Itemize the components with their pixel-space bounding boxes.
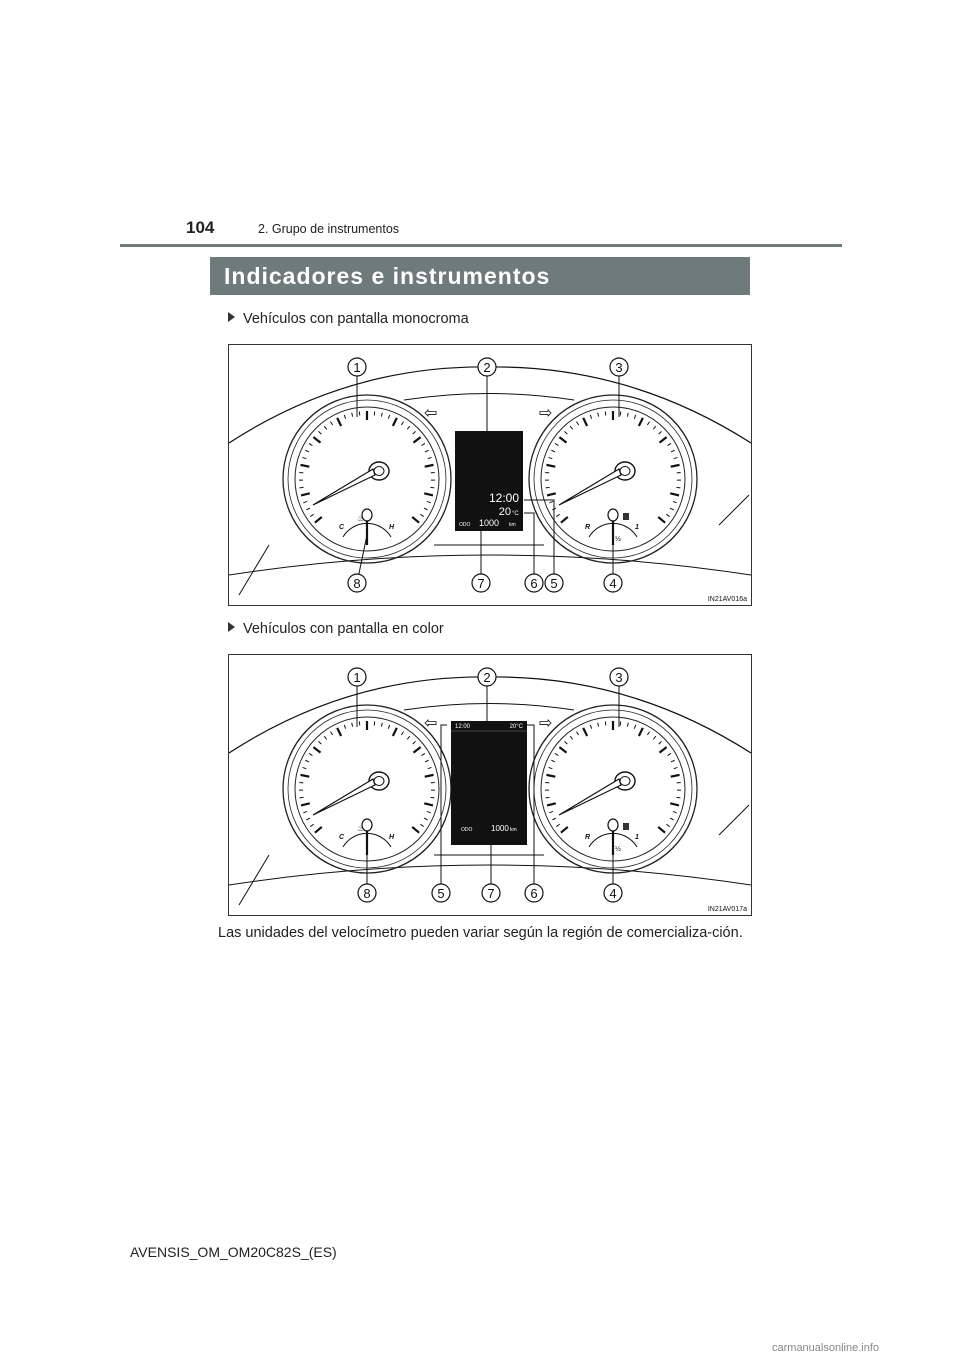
turn-right-arrow-icon: ⇨ xyxy=(539,405,553,422)
triangle-bullet-icon xyxy=(228,312,235,322)
dash-line xyxy=(719,805,749,835)
callout-number: 3 xyxy=(615,360,623,375)
image-code: IN21AV016a xyxy=(707,596,747,603)
variant-label-color xyxy=(228,621,444,637)
callout-number: 1 xyxy=(353,670,361,685)
callout-number: 7 xyxy=(487,886,495,901)
gauge-tick xyxy=(546,797,550,798)
turn-left-arrow-icon: ⇦ xyxy=(424,405,438,422)
callout-number: 5 xyxy=(437,886,445,901)
gauge-label-c: C xyxy=(339,834,345,841)
header-rule xyxy=(120,244,842,247)
display-odo-label: ODO xyxy=(459,522,471,528)
gauge-label-h: H xyxy=(389,524,395,531)
gauge-tick xyxy=(546,487,550,488)
heading-banner xyxy=(210,257,750,295)
callout-number: 5 xyxy=(550,576,558,591)
fuel-pump-icon xyxy=(623,823,629,830)
turn-right-arrow-icon: ⇨ xyxy=(539,715,553,732)
page-number: 104 xyxy=(186,218,215,237)
display-temp: 20 xyxy=(498,506,511,518)
callout-number: 6 xyxy=(530,886,538,901)
turn-left-arrow-icon: ⇦ xyxy=(424,715,438,732)
gauge-tick xyxy=(300,487,304,488)
display-temp: 20°C xyxy=(509,724,523,730)
variant-label-text: Vehículos con pantalla monocroma xyxy=(243,311,469,327)
fuel-pump-icon xyxy=(623,513,629,520)
gauge-tick xyxy=(430,487,434,488)
gauge-tick xyxy=(300,797,304,798)
variant-label-text: Vehículos con pantalla en color xyxy=(243,621,444,637)
callout-number: 3 xyxy=(615,670,623,685)
dash-bottom-curve xyxy=(229,555,751,575)
callout-number: 4 xyxy=(609,886,617,901)
cluster-drawing xyxy=(229,655,751,915)
callout-7 xyxy=(482,835,500,902)
callout-number: 4 xyxy=(609,576,617,591)
dash-bottom-curve xyxy=(229,865,751,885)
gauge-tick xyxy=(676,487,680,488)
temp-icon: ♨ xyxy=(357,514,365,523)
variant-label-monochrome xyxy=(228,311,469,327)
gauge-label-r: R xyxy=(585,524,591,531)
gauge-label-h: H xyxy=(389,834,395,841)
gauge-tick xyxy=(676,797,680,798)
figure-monochrome-cluster xyxy=(228,344,752,606)
display-time: 12:00 xyxy=(488,491,519,505)
figure-color-cluster xyxy=(228,654,752,916)
hood-curve xyxy=(404,394,574,401)
section-title: 2. Grupo de instrumentos xyxy=(258,222,400,236)
display-time: 12:00 xyxy=(455,724,471,730)
watermark: carmanualsonline.info xyxy=(772,1342,880,1354)
gauge-label-c: C xyxy=(339,524,345,531)
triangle-bullet-icon xyxy=(228,622,235,632)
callout-number: 8 xyxy=(363,886,371,901)
callout-2 xyxy=(478,358,496,431)
callout-number: 1 xyxy=(353,360,361,375)
temp-icon: ♨ xyxy=(357,824,365,833)
hood-curve xyxy=(404,704,574,711)
cluster-drawing xyxy=(229,345,751,605)
gauge-label-r: R xyxy=(585,834,591,841)
display-odo-label: ODO xyxy=(461,827,473,833)
callout-number: 7 xyxy=(477,576,485,591)
gauge-label-half: ½ xyxy=(615,536,621,543)
display-odo-value: 1000 xyxy=(491,824,509,833)
callout-5 xyxy=(545,574,563,592)
display-odo-unit: km xyxy=(510,827,517,833)
callout-number: 2 xyxy=(483,670,491,685)
gauge-tick xyxy=(430,797,434,798)
callout-6 xyxy=(525,574,543,592)
body-paragraph: Las unidades del velocímetro pueden variar según la región de comercializa-ción. xyxy=(218,925,743,941)
callout-7 xyxy=(472,530,490,592)
gauge-label-1: 1 xyxy=(635,524,639,531)
image-code: IN21AV017a xyxy=(707,906,747,913)
callout-number: 8 xyxy=(353,576,361,591)
display-temp-unit: °C xyxy=(512,511,519,517)
footer-doc-code: AVENSIS_OM_OM20C82S_(ES) xyxy=(130,1244,337,1260)
gauge-label-half: ½ xyxy=(615,846,621,853)
callout-6 xyxy=(525,884,543,902)
page-heading: Indicadores e instrumentos xyxy=(224,263,551,289)
callout-number: 6 xyxy=(530,576,538,591)
gauge-label-1: 1 xyxy=(635,834,639,841)
display-odo-unit: km xyxy=(509,522,516,528)
callout-2 xyxy=(478,668,496,725)
dash-line xyxy=(719,495,749,525)
display-odo-value: 1000 xyxy=(479,518,500,528)
callout-number: 2 xyxy=(483,360,491,375)
callout-5 xyxy=(432,884,450,902)
